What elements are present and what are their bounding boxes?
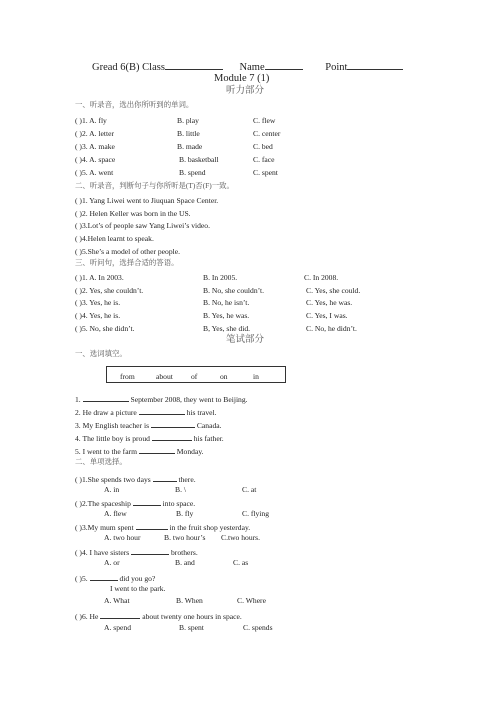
option-c: C. Yes, she could. xyxy=(306,286,361,295)
sentence-start: 2. He draw a picture xyxy=(75,408,139,417)
list-item xyxy=(75,324,357,333)
part4-title: 一、选词填空。 xyxy=(75,349,127,358)
sentence-start: 5. I went to the farm xyxy=(75,447,139,456)
option-b: B. \ xyxy=(175,485,186,494)
option-a: A. What xyxy=(104,596,130,605)
option-c: C. Yes, I was. xyxy=(306,311,348,320)
list-item: ( )3.Lot’s of people saw Yang Liwei’s video. xyxy=(75,221,210,230)
list-item xyxy=(75,433,224,443)
fill-blank[interactable] xyxy=(153,474,177,482)
option-c: C. spent xyxy=(253,168,278,177)
option-b: B. made xyxy=(177,142,203,151)
class-blank[interactable] xyxy=(165,62,223,70)
option-a: ( )2. A. letter xyxy=(75,129,115,138)
question-end: in the fruit shop yesterday. xyxy=(167,523,251,532)
sentence-end: his father. xyxy=(191,434,224,443)
fill-blank[interactable] xyxy=(131,547,169,555)
option-a: A. two hour xyxy=(104,533,141,542)
part3-title: 三、听问句，选择合适的答语。 xyxy=(75,258,179,267)
option-c: C.two hours. xyxy=(221,533,261,542)
word-bank-box xyxy=(106,366,286,383)
fill-blank[interactable] xyxy=(90,573,118,581)
name-blank[interactable] xyxy=(265,62,303,70)
module-title: Module 7 (1) xyxy=(214,73,270,84)
list-item xyxy=(75,420,222,430)
option-b: B. In 2005. xyxy=(203,273,238,282)
option-b: B. play xyxy=(177,116,199,125)
option-b: B. spend xyxy=(179,168,206,177)
fill-blank[interactable] xyxy=(152,433,192,441)
option-a: ( )3. Yes, he is. xyxy=(75,298,121,307)
question-start: ( )6. He xyxy=(75,612,101,621)
option-a: A. in xyxy=(104,485,120,494)
option-b: B. spent xyxy=(179,623,204,632)
option-c: C. No, he didn’t. xyxy=(306,324,357,333)
option-c: C. as xyxy=(233,558,249,567)
part5-title: 二、单项选择。 xyxy=(75,457,127,466)
list-item xyxy=(75,407,217,417)
fill-blank[interactable] xyxy=(151,420,195,428)
question-start: ( )5. xyxy=(75,574,90,583)
option-c: C. face xyxy=(253,155,275,164)
option-a: ( )1. A. In 2003. xyxy=(75,273,124,282)
list-item xyxy=(75,129,281,138)
sentence-start: 4. The little boy is proud xyxy=(75,434,152,443)
question-start: ( )4. I have sisters xyxy=(75,548,132,557)
list-item xyxy=(75,142,273,151)
option-a: A. or xyxy=(104,558,120,567)
list-item xyxy=(75,298,353,307)
list-item xyxy=(75,116,276,125)
part2-title: 二、听录音，判断句子与你所听是(T)否(F)一致。 xyxy=(75,181,234,190)
option-c: C. flying xyxy=(242,509,270,518)
fill-blank[interactable] xyxy=(139,446,175,454)
list-item xyxy=(75,155,275,164)
question-end: into space. xyxy=(160,499,196,508)
option-c: C. In 2008. xyxy=(304,273,339,282)
option-c: C. center xyxy=(253,129,281,138)
list-item xyxy=(75,168,278,177)
sentence-start: 1. xyxy=(75,395,83,404)
point-label: Point xyxy=(325,62,348,73)
list-item xyxy=(75,446,204,456)
question-2 xyxy=(75,498,195,508)
listening-section-title: 听力部分 xyxy=(226,86,265,96)
option-b: B. When xyxy=(176,596,203,605)
option-a: ( )4. A. space xyxy=(75,155,116,164)
fill-blank[interactable] xyxy=(133,498,161,506)
list-item: ( )4.Helen learnt to speak. xyxy=(75,234,154,243)
option-b: B. two hour’s xyxy=(164,533,206,542)
option-c: C. at xyxy=(242,485,257,494)
option-c: C. spends xyxy=(243,623,273,632)
header-line xyxy=(92,62,403,74)
question-start: ( )3.My mum spent xyxy=(75,523,136,532)
writing-section-title: 笔试部分 xyxy=(226,335,265,345)
option-c: C. flew xyxy=(253,116,276,125)
option-a: ( )3. A. make xyxy=(75,142,115,151)
question-3 xyxy=(75,522,250,532)
option-a: ( )5. No, she didn’t. xyxy=(75,324,135,333)
list-item xyxy=(75,286,361,295)
fill-blank[interactable] xyxy=(136,522,168,530)
list-item: ( )5.She’s a model of other people. xyxy=(75,247,181,256)
option-a: ( )1. A. fly xyxy=(75,116,107,125)
question-start: ( )2.The spaceship xyxy=(75,499,133,508)
sentence-end: his travel. xyxy=(184,408,217,417)
option-a: ( )2. Yes, she couldn’t. xyxy=(75,286,144,295)
question-5 xyxy=(75,573,155,583)
list-item xyxy=(75,273,339,282)
list-item: ( )1. Yang Liwei went to Jiuquan Space Center. xyxy=(75,196,219,205)
fill-blank[interactable] xyxy=(139,407,185,415)
part1-title: 一、听录音，选出你所听到的单词。 xyxy=(75,100,194,109)
question-start: ( )1.She spends two days xyxy=(75,475,153,484)
fill-blank[interactable] xyxy=(100,611,140,619)
option-a: ( )5. A. went xyxy=(75,168,114,177)
sentence-end: September 2008, they went to Beijing. xyxy=(128,395,248,404)
option-c: C. Where xyxy=(237,596,266,605)
option-b: B. fly xyxy=(176,509,194,518)
option-b: B. Yes, he was. xyxy=(203,311,250,320)
sentence-start: 3. My English teacher is xyxy=(75,421,151,430)
option-b: B. basketball xyxy=(179,155,219,164)
sentence-end: Monday. xyxy=(174,447,204,456)
option-a: A. spend xyxy=(104,623,131,632)
question-end: about twenty one hours in space. xyxy=(140,612,242,621)
option-c: C. bed xyxy=(253,142,273,151)
option-b: B. No, she couldn’t. xyxy=(203,286,265,295)
word-bank-item: on xyxy=(220,372,228,381)
option-b: B. No, he isn’t. xyxy=(203,298,250,307)
list-item xyxy=(75,311,348,320)
word-bank-item: in xyxy=(253,372,259,381)
point-blank[interactable] xyxy=(347,62,403,70)
list-item xyxy=(75,394,248,404)
list-item: ( )2. Helen Keller was born in the US. xyxy=(75,209,191,218)
question-4 xyxy=(75,547,198,557)
option-b: B, Yes, she did. xyxy=(203,324,251,333)
question-end: there. xyxy=(176,475,196,484)
word-bank-item: of xyxy=(191,372,198,381)
grade-class-label: Gread 6(B) Class xyxy=(92,62,165,73)
word-bank-item: from xyxy=(120,372,135,381)
question-1 xyxy=(75,474,196,484)
option-b: B. and xyxy=(175,558,195,567)
name-label: Name xyxy=(239,62,265,73)
question-5-answer: I went to the park. xyxy=(110,584,166,593)
word-bank-item: about xyxy=(156,372,173,381)
option-b: B. little xyxy=(177,129,200,138)
question-end: did you go? xyxy=(117,574,156,583)
sentence-end: Canada. xyxy=(194,421,222,430)
option-a: ( )4. Yes, he is. xyxy=(75,311,121,320)
fill-blank[interactable] xyxy=(83,394,129,402)
question-end: brothers. xyxy=(169,548,198,557)
question-6 xyxy=(75,611,242,621)
option-c: C. Yes, he was. xyxy=(306,298,353,307)
option-a: A. flew xyxy=(104,509,127,518)
